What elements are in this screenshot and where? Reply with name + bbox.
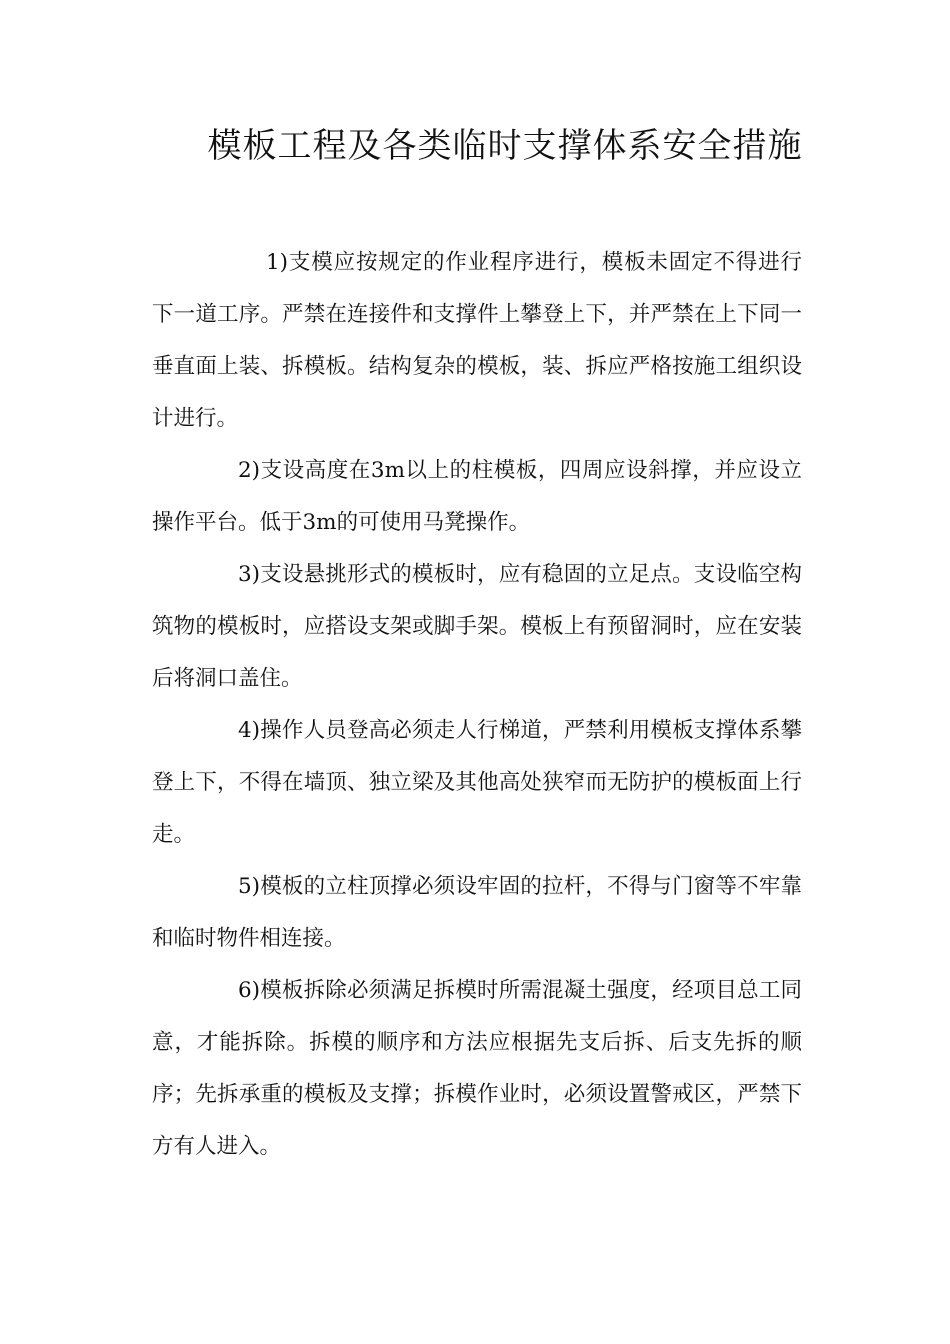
paragraph-2: 2)支设高度在3m以上的柱模板，四周应设斜撑，并应设立操作平台。低于3m的可使用马凳操作。 bbox=[152, 458, 802, 535]
paragraph-6: 6)模板拆除必须满足拆模时所需混凝土强度，经项目总工同意，才能拆除。拆模的顺序和方法应根据先支后拆、后支先拆的顺序；先拆承重的模板及支撑；拆模作业时，必须设置警戒区，严禁下方有人进入。 bbox=[152, 978, 802, 1159]
paragraph-4: 4)操作人员登高必须走人行梯道，严禁利用模板支撑体系攀登上下，不得在墙顶、独立梁及其他高处狭窄而无防护的模板面上行走。 bbox=[152, 718, 802, 847]
paragraph-5: 5)模板的立柱顶撑必须设牢固的拉杆，不得与门窗等不牢靠和临时物件相连接。 bbox=[152, 874, 802, 951]
document-body bbox=[152, 237, 802, 1173]
document-title: 模板工程及各类临时支撑体系安全措施 bbox=[207, 126, 803, 166]
paragraph-1: 1)支模应按规定的作业程序进行，模板未固定不得进行下一道工序。严禁在连接件和支撑件上攀登上下，并严禁在上下同一垂直面上装、拆模板。结构复杂的模板，装、拆应严格按施工组织设计进行。 bbox=[152, 250, 802, 431]
paragraph-3: 3)支设悬挑形式的模板时，应有稳固的立足点。支设临空构筑物的模板时，应搭设支架或脚手架。模板上有预留洞时，应在安装后将洞口盖住。 bbox=[152, 562, 802, 691]
